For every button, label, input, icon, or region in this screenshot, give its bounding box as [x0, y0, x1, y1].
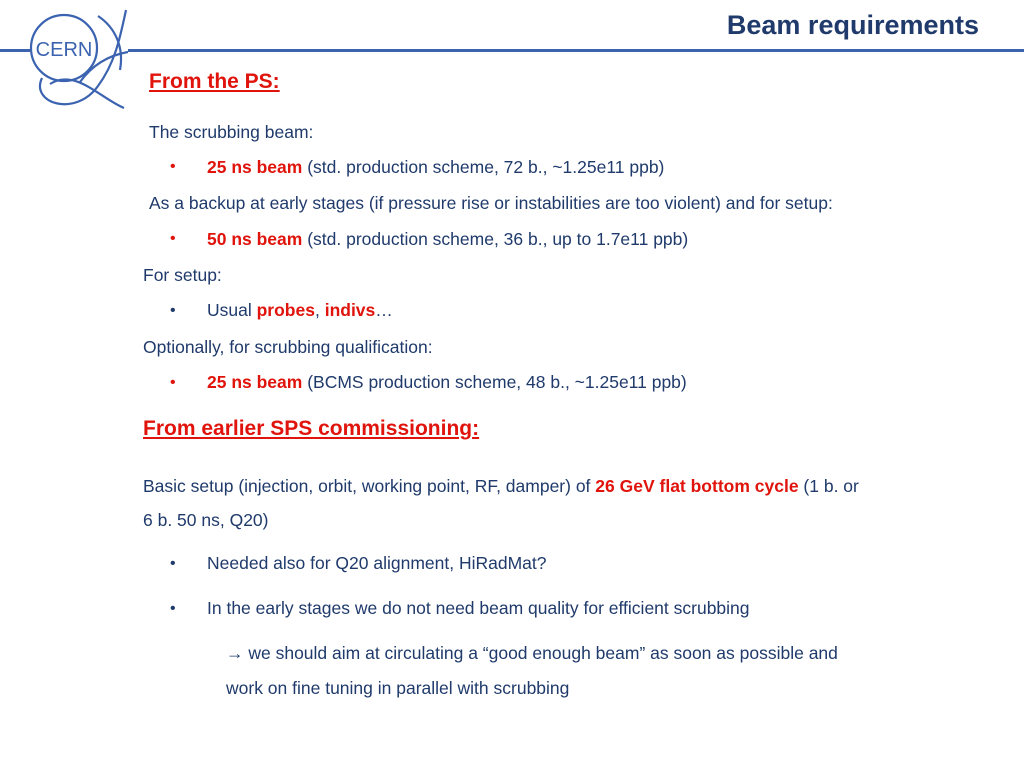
- bullet-ps-1: •: [170, 158, 176, 175]
- conclusion-text: we should aim at circulating a “good enough beam” as soon as possible and: [243, 643, 838, 663]
- list-item: [207, 157, 664, 178]
- list-item: [207, 229, 688, 250]
- indivs-highlight: indivs: [324, 300, 376, 320]
- basic-setup-tail: (1 b. or: [798, 476, 859, 496]
- beam-detail: (std. production scheme, 36 b., up to 1.7e11 ppb): [302, 229, 689, 249]
- basic-setup-line2: 6 b. 50 ns, Q20): [143, 510, 269, 530]
- ellipsis: …: [375, 300, 393, 320]
- beam-highlight: 25 ns beam: [207, 157, 303, 177]
- probes-highlight: probes: [256, 300, 315, 320]
- conclusion-line2: work on fine tuning in parallel with scrubbing: [226, 678, 570, 698]
- basic-setup-line1: [143, 476, 859, 497]
- ps-heading: From the PS:: [149, 70, 280, 93]
- beam-detail: (std. production scheme, 72 b., ~1.25e11 ppb): [302, 157, 665, 177]
- page-title: Beam requirements: [726, 10, 979, 40]
- bullet-ps-3: •: [170, 302, 176, 319]
- basic-setup-text: Basic setup (injection, orbit, working point, RF, damper) of: [143, 476, 596, 496]
- list-item: In the early stages we do not need beam quality for efficient scrubbing: [207, 598, 750, 618]
- bullet-ps-4: •: [170, 374, 176, 391]
- beam-highlight: 50 ns beam: [207, 229, 303, 249]
- bullet-ps-2: •: [170, 230, 176, 247]
- list-item: [207, 372, 687, 393]
- list-item: Needed also for Q20 alignment, HiRadMat?: [207, 553, 547, 573]
- cycle-highlight: 26 GeV flat bottom cycle: [595, 476, 799, 496]
- backup-intro: As a backup at early stages (if pressure rise or instabilities are too violent) and for setup:: [149, 193, 833, 213]
- cern-logo-text: CERN: [35, 39, 93, 61]
- header-rule: [128, 49, 1024, 52]
- header-rule-left: [0, 49, 30, 52]
- scrubbing-intro: The scrubbing beam:: [149, 122, 314, 142]
- usual-text: Usual: [207, 300, 257, 320]
- list-item: [207, 300, 393, 321]
- conclusion-line1: [226, 643, 838, 664]
- bullet-sps-2: •: [170, 600, 176, 617]
- optional-intro: Optionally, for scrubbing qualification:: [143, 337, 433, 357]
- arrow-icon: →: [226, 643, 244, 663]
- beam-highlight: 25 ns beam: [207, 372, 303, 392]
- sps-heading: From earlier SPS commissioning:: [143, 417, 480, 440]
- bullet-sps-1: •: [170, 555, 176, 572]
- separator: ,: [314, 300, 325, 320]
- setup-intro: For setup:: [143, 265, 222, 285]
- cern-logo: [20, 8, 132, 112]
- beam-detail: (BCMS production scheme, 48 b., ~1.25e11 ppb): [302, 372, 687, 392]
